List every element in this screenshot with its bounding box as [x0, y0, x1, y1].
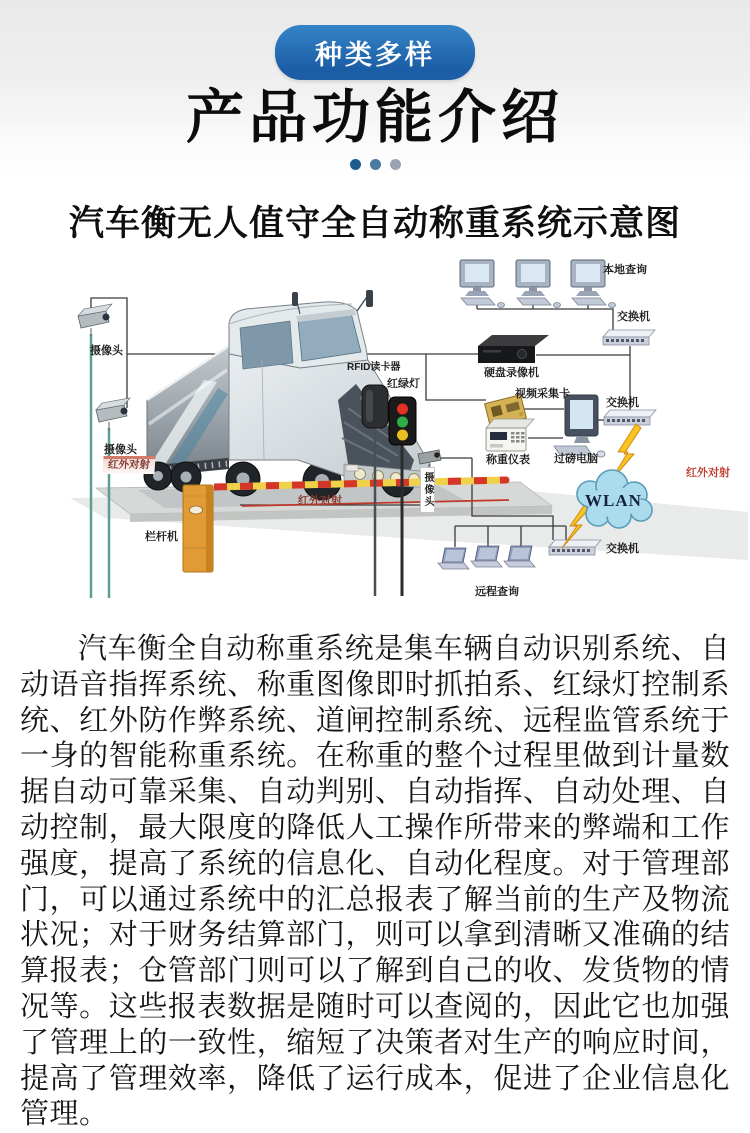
label-weighing-pc: 过磅电脑 [554, 453, 598, 465]
diagram-title: 汽车衡无人值守全自动称重系统示意图 [68, 204, 681, 243]
laptop-icon [504, 546, 535, 567]
label-remote-query: 远程查询 [475, 586, 519, 598]
label-wlan: WLAN [585, 491, 642, 510]
system-diagram [0, 248, 750, 620]
truck-illustration [138, 290, 468, 508]
label-switch-top: 交换机 [617, 311, 650, 323]
monitor-icon [460, 260, 505, 308]
carousel-dot [390, 159, 401, 170]
description-paragraph: 汽车衡全自动称重系统是集车辆自动识别系统、自动语音指挥系统、称重图像即时抓拍系、红绿灯控制系统、红外防作弊系统、道闸控制系统、远程监管系统于一身的智能称重系统。在称重的整个过程里做到计量数据自动可靠采集、自动判别、自动指挥、自动处理、自动控制，最大限度的降低人工操作所带来的弊端和工作强度，提高了系统的信息化、自动化程度。对于管理部门，可以通过系统中的汇总报表了解当前的生产及物流状况；对于财务结算部门，则可以拿到清晰又准确的结算报表；仓管部门则可以了解到自己的收、发货物的情况等。这些报表数据是随时可以查阅的，因此它也加强了管理上的一致性，缩短了决策者对生产的响应时间，提高了管理效率，降低了运行成本，促进了企业信息化管理。 [20, 633, 730, 1131]
weighing-indicator-icon [486, 419, 534, 451]
label-infrared-center: 红外对射 [298, 495, 342, 507]
label-dvr: 硬盘录像机 [484, 367, 539, 379]
label-barrier-gate: 栏杆机 [145, 531, 178, 543]
monitor-icon [516, 260, 561, 308]
label-infrared-right: 红外对射 [686, 467, 730, 479]
label-infrared-left: 红外对射 [102, 456, 155, 474]
system-diagram-art [0, 248, 750, 620]
label-weighing-indicator: 称重仪表 [486, 454, 530, 466]
dvr-icon [478, 335, 549, 363]
label-rfid-reader: RFID读卡器 [347, 362, 401, 373]
label-capture-card: 视频采集卡 [515, 388, 570, 400]
laptop-icon [438, 548, 469, 569]
badge-pill: 种类多样 [275, 25, 475, 80]
label-local-query: 本地查询 [603, 264, 647, 276]
carousel-dots [0, 159, 750, 170]
carousel-dot [350, 159, 361, 170]
laptop-icon [471, 546, 502, 567]
label-camera-mid: 摄像头 [104, 444, 137, 456]
page-title: 产品功能介绍 [185, 85, 564, 150]
label-camera-top: 摄像头 [90, 345, 123, 357]
header-section [0, 0, 750, 178]
label-traffic-light: 红绿灯 [387, 378, 420, 390]
switch-icon [603, 330, 655, 345]
switch-icon [549, 540, 601, 555]
label-switch-bottom: 交换机 [606, 543, 639, 555]
carousel-dot [370, 159, 381, 170]
switch-icon [604, 410, 656, 425]
label-switch-mid: 交换机 [606, 397, 639, 409]
pc-icon [554, 395, 605, 457]
label-camera-pole: 摄像头 [420, 467, 435, 513]
